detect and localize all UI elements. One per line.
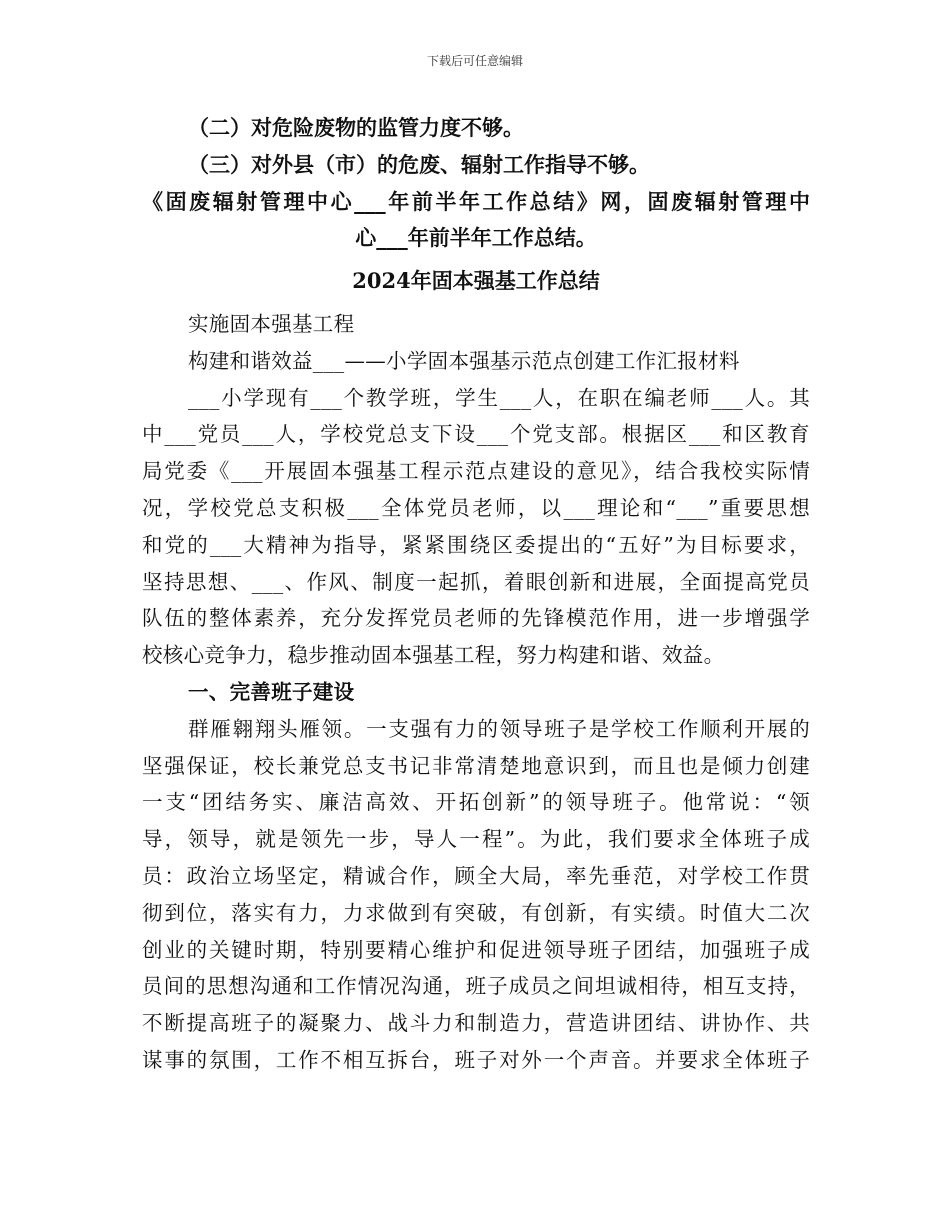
paragraph-line: 队伍的整体素养，充分发挥党员老师的先锋模范作用，进一步增强学 <box>142 606 810 631</box>
paragraph-line: 导，领导，就是领先一步，导人一程”。为此，我们要求全体班子成 <box>142 827 810 852</box>
paragraph-line: 校核心竞争力，稳步推动固本强基工程，努力构建和谐、效益。 <box>142 643 725 668</box>
paragraph-line: 谋事的氛围，工作不相互拆台，班子对外一个声音。并要求全体班子 <box>142 1047 810 1072</box>
summary-item-3: （三）对外县（市）的危废、辐射工作指导不够。 <box>188 151 650 177</box>
paragraph-1 <box>142 380 810 674</box>
closing-line-2: 心___年前半年工作总结。 <box>355 225 597 251</box>
intro-line-1: 实施固本强基工程 <box>188 311 355 336</box>
paragraph-line: 彻到位，落实有力，力求做到有突破，有创新，有实绩。时值大二次 <box>142 900 810 925</box>
closing-line-1: 《固废辐射管理中心___年前半年工作总结》网，固废辐射管理中 <box>142 188 810 214</box>
paragraph-line: 创业的关键时期，特别要精心维护和促进领导班子团结，加强班子成 <box>142 937 810 962</box>
header-note: 下载后可任意编辑 <box>426 54 523 68</box>
section-heading: 一、完善班子建设 <box>188 679 355 704</box>
paragraph-line: 不断提高班子的凝聚力、战斗力和制造力，营造讲团结、讲协作、共 <box>142 1011 810 1036</box>
paragraph-line: 员：政治立场坚定，精诚合作，顾全大局，率先垂范，对学校工作贯 <box>142 863 810 888</box>
document-title: 2024年固本强基工作总结 <box>352 268 600 294</box>
paragraph-line: 一支“团结务实、廉洁高效、开拓创新”的领导班子。他常说：“领 <box>142 790 810 815</box>
paragraph-line: ___小学现有___个教学班，学生___人，在职在编老师___人。其 <box>188 385 810 410</box>
summary-item-2: （二）对危险废物的监管力度不够。 <box>188 115 524 140</box>
intro-line-2: 构建和谐效益___——小学固本强基示范点创建工作汇报材料 <box>188 348 740 373</box>
paragraph-line: 员间的思想沟通和工作情况沟通，班子成员之间坦诚相待，相互支持， <box>142 974 810 999</box>
section-1-body <box>142 711 810 1079</box>
paragraph-line: 群雁翱翔头雁领。一支强有力的领导班子是学校工作顺利开展的 <box>188 716 810 741</box>
paragraph-line: 坚强保证，校长兼党总支书记非常清楚地意识到，而且也是倾力创建 <box>142 753 810 778</box>
paragraph-line: 坚持思想、___、作风、制度一起抓，着眼创新和进展，全面提高党员 <box>142 569 810 594</box>
document-body <box>142 110 810 1079</box>
paragraph-line: 和党的___大精神为指导，紧紧围绕区委提出的“五好”为目标要求， <box>142 532 810 557</box>
paragraph-line: 中___党员___人，学校党总支下设___个党支部。根据区___和区教育 <box>142 422 810 447</box>
paragraph-line: 局党委《___开展固本强基工程示范点建设的意见》，结合我校实际情 <box>142 459 810 484</box>
paragraph-line: 况，学校党总支积极___全体党员老师，以___理论和“___”重要思想 <box>142 495 810 520</box>
